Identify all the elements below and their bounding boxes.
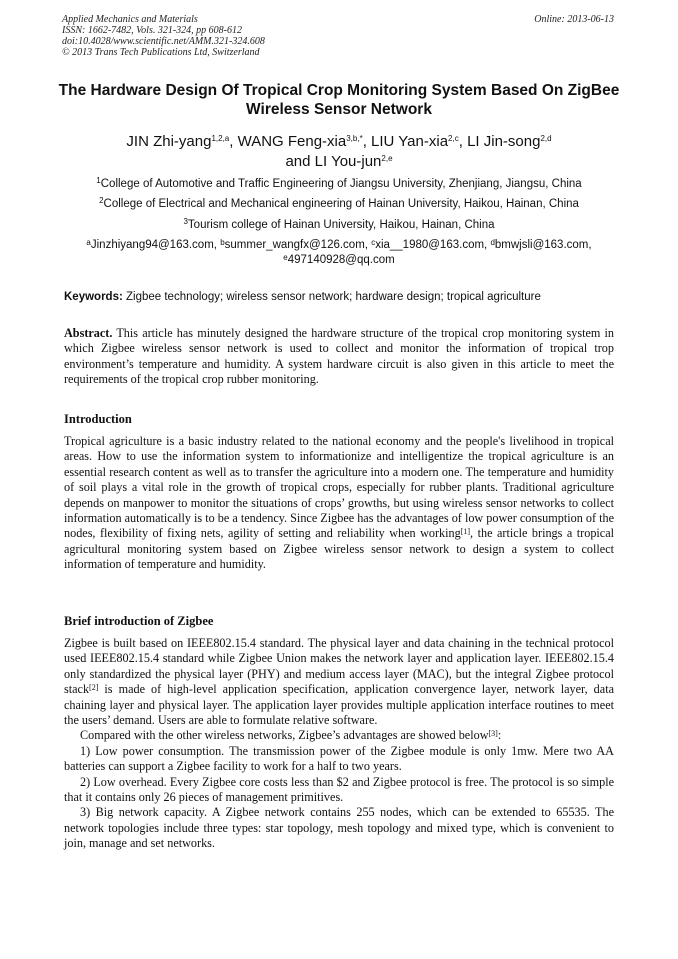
affiliation-sup: 2: [99, 196, 104, 205]
zigbee-paragraph: 3) Big network capacity. A Zigbee network contains 255 nodes, which can be extended to 65535. The network topologies include three types: star topology, mesh topology and mixed type, which is convenient to join, manage and set networks.: [64, 805, 614, 851]
email: summer_wangfx@126.com,: [224, 239, 372, 251]
affiliation-sup: 1: [96, 176, 101, 185]
author-separator: ,: [229, 133, 238, 150]
journal-name: Applied Mechanics and Materials: [62, 14, 198, 25]
paragraph-text: is made of high-level application specification, application convergence layer, network layer, data chaining layer and physical layer. The application layer provides multiple application interface routines to meet the users’ demand. Users are able to formulate relative software.: [64, 682, 614, 728]
paragraph-text: Zigbee is built based on IEEE802.15.4 standard. The physical layer and data chaining in the technical protocol used IEEE802.15.4 standard while Zigbee Union makes the network layer and application layer. IEEE802.15.4 only standardized the physical layer (PHY) and medium access layer (MAC), but the integral Zigbee protocol stack: [64, 636, 614, 697]
author-sup: 1,2,a: [211, 134, 230, 143]
issn-line: ISSN: 1662-7482, Vols. 321-324, pp 608-612: [62, 25, 242, 36]
introduction-paragraph: [64, 434, 614, 573]
email-sup: b: [220, 238, 225, 247]
affiliation-sup: 3: [183, 217, 188, 226]
email-line-2: [40, 253, 638, 268]
author-name: JIN Zhi-yang: [126, 133, 212, 150]
abstract-label: Abstract.: [64, 326, 113, 340]
email-sup: a: [86, 238, 91, 247]
paragraph-text: , the article brings a tropical agricultural monitoring system based on Zigbee wireless sensor network to design a system to collect information of temperature and humidity.: [64, 526, 614, 572]
author-line-2: [40, 152, 638, 172]
zigbee-paragraph: [64, 728, 614, 743]
affiliation: [40, 197, 638, 211]
paragraph-text: Compared with the other wireless networks, Zigbee’s advantages are showed below: [80, 728, 489, 743]
section-heading-introduction: Introduction: [64, 412, 132, 426]
keywords-text: Zigbee technology; wireless sensor network; hardware design; tropical agriculture: [122, 291, 541, 303]
paragraph-text: :: [497, 728, 502, 743]
online-date: Online: 2013-06-13: [534, 14, 614, 25]
author-sup: 3,b,*: [346, 134, 363, 143]
affiliation-text: Tourism college of Hainan University, Haikou, Hainan, China: [187, 219, 495, 231]
abstract-paragraph: [64, 326, 614, 388]
author-sup: 2,d: [540, 134, 552, 143]
keywords-label: Keywords:: [64, 291, 123, 303]
author-sup: 2,c: [448, 134, 459, 143]
email: bmwjsli@163.com,: [494, 239, 592, 251]
citation: [2]: [89, 683, 99, 693]
author-separator: ,: [458, 133, 468, 150]
paragraph-text: Tropical agriculture is a basic industry related to the national economy and the people's livelihood in tropical areas. How to use the information system to informationize and intelligentize the tropical agriculture is an essential research content as well as to transfer the agriculture into a modern one. The temperature and humidity of soil plays a vital role in the growth of tropical crops, especially for rubber plants. Traditional agriculture depends on manpower to monitor the situations of crops’ growths, but using wireless sensor networks to collect information automatically is to be a tendency. Since Zigbee has the advantages of low power consumption of the nodes, flexibility of fixing nets, agility of setting and reliability when working: [64, 434, 614, 541]
author-list: [40, 132, 638, 172]
affiliation: [40, 177, 638, 191]
author-name: LI Jin-song: [467, 133, 541, 150]
doi-line: doi:10.4028/www.scientific.net/AMM.321-324.608: [62, 36, 265, 47]
copyright-line: © 2013 Trans Tech Publications Ltd, Switzerland: [62, 47, 260, 58]
email-sup: d: [490, 238, 495, 247]
affiliation-text: College of Electrical and Mechanical engineering of Hainan University, Haikou, Hainan, China: [103, 198, 579, 210]
email: 497140928@qq.com: [287, 254, 395, 266]
email-list: [40, 238, 638, 268]
abstract: [64, 326, 614, 388]
introduction-body: [64, 434, 614, 573]
affiliation-text: College of Automotive and Traffic Engineering of Jiangsu University, Zhenjiang, Jiangsu, China: [100, 178, 582, 190]
keywords: [64, 290, 624, 304]
zigbee-paragraph: [64, 636, 614, 728]
author-name: LIU Yan-xia: [371, 133, 449, 150]
email-sup: c: [371, 238, 376, 247]
paper-title: The Hardware Design Of Tropical Crop Monitoring System Based On ZigBee Wireless Sensor Network: [58, 82, 620, 118]
email-line-1: [40, 238, 638, 253]
author-name: and LI You-jun: [285, 153, 382, 170]
author-line-1: [40, 132, 638, 152]
email: Jinzhiyang94@163.com,: [90, 239, 221, 251]
citation: [3]: [488, 729, 498, 739]
zigbee-paragraph: 2) Low overhead. Every Zigbee core costs less than $2 and Zigbee protocol is free. The protocol is so simple that it contains only 26 pieces of management primitives.: [64, 774, 614, 805]
section-heading-zigbee: Brief introduction of Zigbee: [64, 614, 214, 628]
author-name: WANG Feng-xia: [237, 133, 347, 150]
zigbee-paragraph: 1) Low power consumption. The transmission power of the Zigbee module is only 1mw. Mere two AA batteries can support a Zigbee facility to work for a half to two years.: [64, 743, 614, 774]
affiliation: [40, 218, 638, 232]
journal-header: [62, 14, 265, 58]
email-sup: e: [283, 253, 288, 262]
email: xia__1980@163.com,: [375, 239, 491, 251]
zigbee-body: [64, 636, 614, 852]
author-sup: 2,e: [381, 154, 393, 163]
author-separator: ,: [362, 133, 372, 150]
abstract-text: This article has minutely designed the hardware structure of the tropical crop monitoring system in which Zigbee wireless sensor network is used to collect and monitor the information of tropical trop environment’s temperature and humidity. A system hardware circuit is also given in this article to meet the requirements of the tropical crop rubber monitoring.: [64, 326, 614, 387]
citation: [1]: [460, 527, 471, 537]
